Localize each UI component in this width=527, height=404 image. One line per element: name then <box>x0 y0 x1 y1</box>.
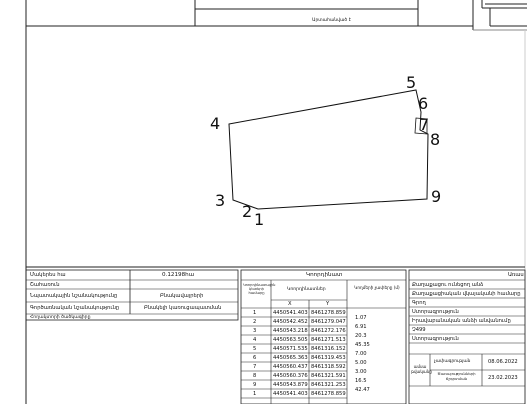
coord-row-len: 42.47 <box>355 387 370 393</box>
coord-row-y: 8461321.591 <box>311 373 346 379</box>
point-label-6: 6 <box>418 94 429 113</box>
point-label-1: 1 <box>254 210 265 229</box>
survey-date-label: չափագրության <box>434 359 471 364</box>
coord-row-y: 8461318.592 <box>311 364 346 370</box>
coord-row-n: 8 <box>253 373 257 379</box>
right-row-label: Քաղաքացիական վկայականի համարը <box>412 291 521 297</box>
area-value: 0.12198հա <box>162 272 195 278</box>
coord-row-len: 16.5 <box>355 378 367 384</box>
coord-col-point: Կոորդինատային կետերի համարը <box>243 283 276 295</box>
coord-row-len: 45.35 <box>355 342 370 348</box>
coord-table-title: Կոորդինատ <box>306 272 343 278</box>
coord-row-n: 1 <box>253 391 257 397</box>
right-row-label: Գրող <box>412 300 426 306</box>
coord-row-x: 4450542.452 <box>273 319 308 325</box>
point-label-3: 3 <box>215 191 226 210</box>
survey-date-value: 08.06.2022 <box>488 359 518 365</box>
coord-row-len: 5.00 <box>355 360 367 366</box>
right-row-label: Ստորագրություն <box>412 309 459 315</box>
coord-row-x: 4450560.376 <box>273 373 308 379</box>
right-row-label: Ստորագրություն <box>412 336 459 342</box>
purpose-value: Բնակավայրերի <box>160 293 204 299</box>
coord-row-x: 4450571.535 <box>273 346 308 352</box>
coord-row-n: 9 <box>253 382 257 388</box>
purpose-label: Նպատակային նշանակությունը <box>30 293 118 299</box>
coord-col-length: Կողմերի չափերը (մ) <box>354 285 400 290</box>
function-value: Բնակելի կառուցապատման <box>144 305 222 311</box>
coord-row-n: 1 <box>253 310 257 316</box>
point-label-7: 7 <box>419 115 430 134</box>
coord-row-y: 8461278.859 <box>311 310 346 316</box>
function-label: Գործառնական նշանակությունը <box>30 305 120 311</box>
beneficiary-label: Շահառուն <box>30 282 60 288</box>
coord-row-x: 4450541.403 <box>273 310 308 316</box>
update-date-label: Ծառայությունների ճշգրտման <box>437 371 476 381</box>
coord-row-n: 3 <box>253 328 257 334</box>
coord-col-y: Y <box>326 301 330 307</box>
coord-row-n: 5 <box>253 346 257 352</box>
coord-row-n: 7 <box>253 364 257 370</box>
coord-col-x: X <box>288 301 292 307</box>
area-label: Մակերես հա <box>30 272 66 278</box>
coord-row-y: 8461316.152 <box>311 346 346 352</box>
coord-row-x: 4450560.437 <box>273 364 308 370</box>
coord-row-y: 8461278.859 <box>311 391 346 397</box>
coord-row-x: 4450543.879 <box>273 382 308 388</box>
right-row-label: Չ499 <box>412 327 426 333</box>
coord-row-x: 4450563.505 <box>273 337 308 343</box>
coord-row-len: 7.00 <box>355 351 367 357</box>
point-label-4: 4 <box>210 114 221 133</box>
coord-row-y: 8461272.176 <box>311 328 346 334</box>
point-label-2: 2 <box>242 202 253 221</box>
coord-row-x: 4450565.363 <box>273 355 308 361</box>
right-row-label: Իրավաբանական անձի անվանումը <box>412 318 511 324</box>
point-label-5: 5 <box>406 73 417 92</box>
coord-row-x: 4450541.403 <box>273 391 308 397</box>
point-label-8: 8 <box>430 130 441 149</box>
coord-row-y: 8461319.453 <box>311 355 346 361</box>
coord-row-n: 6 <box>253 355 257 361</box>
update-date-value: 23.02.2023 <box>488 375 518 381</box>
coord-row-len: 6.91 <box>355 324 367 330</box>
coord-col-coords: Կոորդինատներ <box>287 287 326 292</box>
right-table-header: Առաս <box>508 272 524 278</box>
coord-row-len: 20.3 <box>355 333 367 339</box>
right-row-label: Քաղաքացու ունեցող անձ <box>412 282 484 288</box>
coord-row-y: 8461279.047 <box>311 319 346 325</box>
coord-row-len: 3.00 <box>355 369 367 375</box>
coord-row-n: 2 <box>253 319 257 325</box>
coord-row-n: 4 <box>253 337 257 343</box>
coord-row-len: 1.07 <box>355 315 367 321</box>
parcel-code-label: Հողակտորի ծածկագիրը <box>30 315 91 320</box>
coord-row-y: 8461321.253 <box>311 382 346 388</box>
point-label-9: 9 <box>431 187 442 206</box>
top-note: Արտահանված է <box>312 18 351 23</box>
coord-row-x: 4450543.218 <box>273 328 308 334</box>
coord-row-y: 8461271.513 <box>311 337 346 343</box>
date-block-label: ամսա թվականը <box>411 364 432 374</box>
